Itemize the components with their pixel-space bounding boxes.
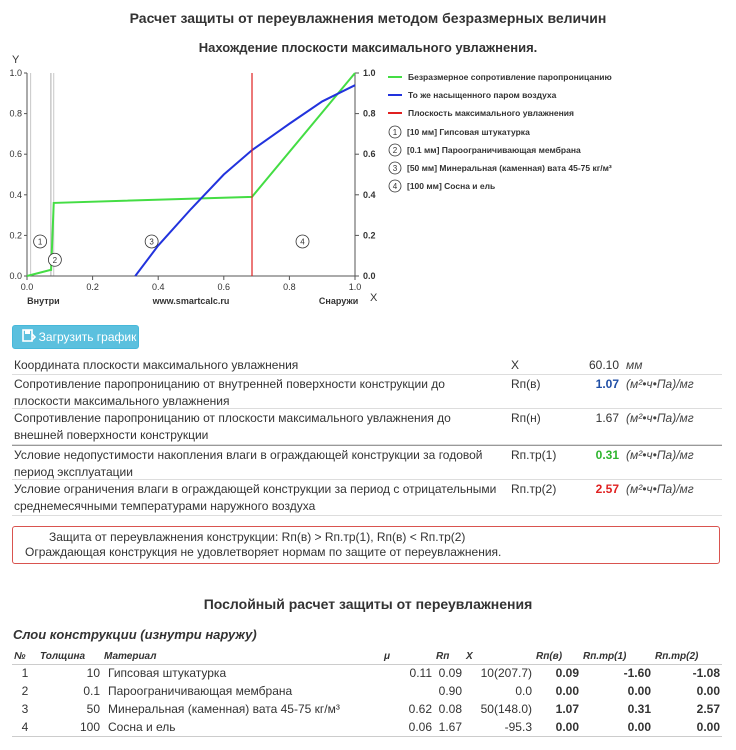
x-tick-label: 0.6 [217,282,231,292]
col-rpv: Rп(в) [534,649,581,664]
result-row [12,355,722,375]
cell-x: 0.0 [515,684,532,698]
y-tick-label: 0.8 [9,108,22,119]
result-value: 1.07 [595,377,619,391]
cell-rp1: 0.00 [627,719,651,734]
y2-tick-label: 0.4 [363,189,376,200]
legend-label: То же насыщенного паром воздуха [408,90,557,100]
cell-rp: 0.90 [438,684,462,698]
x-axis-label: X [370,292,378,304]
layer-legend-number: 2 [392,146,398,155]
result-value: 60.10 [588,358,619,372]
result-unit: (м²•ч•Па)/мг [626,482,694,496]
x-right-label: Снаружи [318,296,359,306]
chart-title: Нахождение плоскости максимального увлажнения. [198,40,538,55]
result-label: Координата плоскости максимального увлажнения [14,358,299,372]
cell-rp2: 2.57 [696,702,720,716]
layer-legend-number: 1 [392,128,398,137]
cell-rp1: 0.00 [627,684,651,698]
cell-material: Пароограничивающая мембрана [108,684,293,698]
results-table [12,355,722,516]
y-tick-label: 0.0 [9,271,22,281]
layers-table-header [12,649,722,664]
col-no: № [12,649,38,664]
layer-legend-number: 4 [392,182,398,191]
layer-marker-label: 2 [52,255,58,265]
cell-x: 10(207.7) [480,666,532,681]
result-row [12,375,722,409]
table-row [12,718,722,736]
result-symbol: X [511,358,520,372]
result-row [12,409,722,445]
cell-rpv: 1.07 [555,702,579,716]
watermark-label: www.smartcalc.ru [152,296,230,306]
result-symbol: Rп(в) [511,377,541,391]
y-axis-label: Y [12,54,20,66]
layers-table [12,649,722,737]
cell-thickness: 100 [79,719,100,734]
download-icon [22,327,36,349]
cell-rp2: 0.00 [696,684,720,698]
result-label: Сопротивление паропроницанию от плоскости максимального увлажнения до внешней поверхности конструкции [14,411,451,442]
legend-label: Безразмерное сопротивление паропроницанию [408,72,612,82]
result-unit: мм [626,358,643,372]
y2-tick-label: 1.0 [363,68,376,78]
cell-rp2: -1.08 [692,666,720,681]
result-label: Условие ограничения влаги в ограждающей конструкции за период с отрицательными среднемесячными температурами наружного воздуха [14,482,497,513]
cell-thickness: 0.1 [83,684,100,698]
cell-mu: 0.11 [409,666,432,681]
result-row [12,445,722,480]
section-title: Послойный расчет защиты от переувлажнения [203,596,533,612]
col-rp1: Rп.тр(1) [581,649,653,664]
result-row [12,480,722,516]
cell-material: Сосна и ель [108,719,176,734]
cell-no: 4 [21,719,29,734]
table-row [12,682,722,700]
x-left-label: Внутри [27,296,60,306]
y2-tick-label: 0.0 [363,271,376,281]
y-tick-label: 0.2 [9,230,22,241]
result-unit: (м²•ч•Па)/мг [626,448,694,462]
cell-no: 3 [21,702,29,716]
table-row [12,664,722,682]
result-value: 0.31 [595,448,619,462]
cell-material: Минеральная (каменная) вата 45-75 кг/м³ [108,702,340,716]
moisture-chart [0,52,736,310]
y2-tick-label: 0.6 [363,149,376,160]
page-title: Расчет защиты от переувлажнения методом безразмерных величин [129,10,607,26]
table-row [12,700,722,718]
cell-x: 50(148.0) [480,702,532,716]
x-tick-label: 0.0 [20,282,34,292]
layer-legend-label: [100 мм] Сосна и ель [407,181,496,191]
layer-legend-label: [50 мм] Минеральная (каменная) вата 45-75 кг/м³ [407,163,612,173]
cell-rp2: 0.00 [696,719,720,734]
cell-thickness: 10 [86,666,100,681]
cell-thickness: 50 [86,702,100,716]
result-value: 1.67 [595,411,619,425]
result-symbol: Rп.тр(1) [511,448,557,462]
cell-no: 2 [21,684,29,698]
cell-rpv: 0.00 [555,719,579,734]
col-mu: μ [382,649,434,664]
cell-no: 1 [21,666,29,681]
cell-rpv: 0.09 [555,666,579,681]
layers-title: Слои конструкции (изнутри наружу) [13,627,257,642]
layer-legend-number: 3 [392,164,398,173]
y-tick-label: 0.6 [9,149,22,160]
y-tick-label: 1.0 [9,68,22,78]
layer-marker-label: 3 [149,237,154,247]
cell-x: -95.3 [504,719,532,734]
result-symbol: Rп(н) [511,411,541,425]
alert-condition: Защита от переувлажнения конструкции: Rп(в) > Rп.тр(1), Rп(в) < Rп.тр(2) [49,530,466,544]
x-tick-label: 0.4 [151,282,165,292]
col-rp: Rп [434,649,464,664]
col-material: Материал [102,649,382,664]
layer-marker-label: 1 [37,237,43,247]
y2-tick-label: 0.8 [363,108,376,119]
load-chart-button[interactable] [12,325,139,349]
layer-legend-label: [10 мм] Гипсовая штукатурка [407,127,530,137]
result-value: 2.57 [595,482,619,496]
load-chart-button-label: Загрузить график [38,330,137,344]
alert-box [12,526,720,564]
result-symbol: Rп.тр(2) [511,482,557,496]
layer-marker-label: 4 [300,237,305,247]
legend-label: Плоскость максимального увлажнения [408,108,574,118]
result-unit: (м²•ч•Па)/мг [626,411,694,425]
col-rp2: Rп.тр(2) [653,649,722,664]
cell-rp: 0.09 [438,666,462,681]
cell-material: Гипсовая штукатурка [108,666,227,681]
cell-mu: 0.62 [408,702,432,716]
cell-mu: 0.06 [408,719,432,734]
col-x: X [464,649,534,664]
cell-rp: 1.67 [438,719,462,734]
x-tick-label: 0.8 [283,282,296,292]
alert-message: Ограждающая конструкция не удовлетворяет нормам по защите от переувлажнения. [25,545,502,559]
result-unit: (м²•ч•Па)/мг [626,377,694,391]
y-tick-label: 0.4 [9,189,22,200]
col-thickness: Толщина [38,649,102,664]
cell-mu [382,682,434,700]
cell-rp1: -1.60 [623,666,651,681]
result-label: Сопротивление паропроницанию от внутренней поверхности конструкции до плоскости максимального увлажнения [14,377,445,408]
y2-tick-label: 0.2 [363,230,376,241]
cell-rp1: 0.31 [627,702,651,716]
cell-rpv: 0.00 [555,684,579,698]
layer-legend-label: [0.1 мм] Пароограничивающая мембрана [407,145,581,155]
x-tick-label: 1.0 [348,282,362,292]
cell-rp: 0.08 [438,702,462,716]
result-label: Условие недопустимости накопления влаги в ограждающей конструкции за годовой период эксплуатации [14,448,483,479]
x-tick-label: 0.2 [86,282,99,292]
